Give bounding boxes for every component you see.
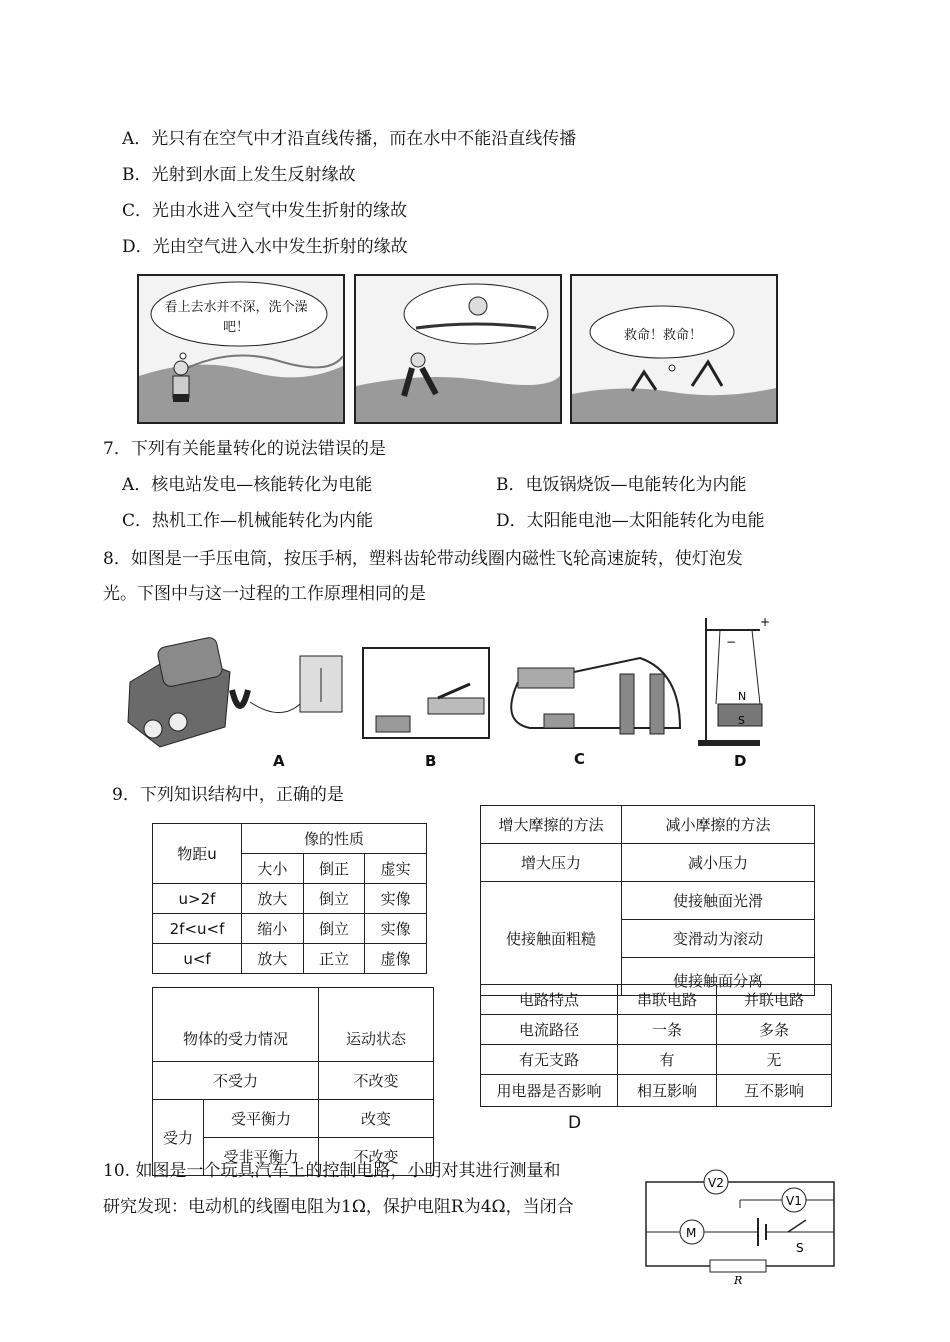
table-d-cell: 用电器是否影响 <box>481 1075 618 1107</box>
q6-option-c: C．光由水进入空气中发生折射的缘故 <box>122 201 408 221</box>
q8-figures <box>120 612 780 772</box>
q9-table-d <box>480 984 832 1107</box>
comic-scene-3 <box>572 276 776 422</box>
table-a-cell: 虚像 <box>365 944 427 974</box>
v2-label: V2 <box>708 1176 724 1190</box>
table-a-header-image: 像的性质 <box>242 824 427 854</box>
q6-option-a: A．光只有在空气中才沿直线传播，而在水中不能沿直线传播 <box>122 129 577 149</box>
q7-stem: 7．下列有关能量转化的说法错误的是 <box>103 439 386 459</box>
table-b-cell: 使接触面光滑 <box>622 882 815 920</box>
table-c-cell: 受非平衡力 <box>204 1138 319 1176</box>
table-b-cell: 增大压力 <box>481 844 622 882</box>
q8-stem-line2: 光。下图中与这一过程的工作原理相同的是 <box>103 584 426 604</box>
figure-d <box>698 615 770 746</box>
figure-d-plus-label: + <box>760 615 771 629</box>
table-c-header-force: 物体的受力情况 <box>153 988 319 1062</box>
q8-label-c: C <box>574 750 586 768</box>
table-d-caption: D <box>568 1113 582 1133</box>
table-b-cell: 使接触面粗糙 <box>481 882 622 996</box>
comic-panel-1 <box>137 274 345 424</box>
q10-stem-line2: 研究发现：电动机的线圈电阻为1Ω，保护电阻R为4Ω，当闭合 <box>103 1197 574 1217</box>
table-a-cell: 2f<u<f <box>153 914 242 944</box>
q9-table-a <box>152 823 427 974</box>
q8-label-b: B <box>425 752 437 770</box>
table-b-header-increase: 增大摩擦的方法 <box>481 806 622 844</box>
q7-option-c: C．热机工作—机械能转化为内能 <box>122 511 374 531</box>
table-c-cell: 受力 <box>153 1100 204 1176</box>
v1-label: V1 <box>786 1194 802 1208</box>
q9-table-b <box>480 805 815 996</box>
table-b-header-decrease: 减小摩擦的方法 <box>622 806 815 844</box>
table-a-cell: 正立 <box>303 944 365 974</box>
table-a-header-distance: 物距u <box>153 824 242 884</box>
q7-option-b: B．电饭锅烧饭—电能转化为内能 <box>496 475 747 495</box>
table-a-cell: 倒立 <box>303 914 365 944</box>
table-d-cell: 电路特点 <box>481 985 618 1015</box>
figure-d-n-label: N <box>738 690 747 703</box>
comic-bubble-1-text: 看上去水并不深，洗个澡吧！ <box>164 300 308 335</box>
table-d-cell: 电流路径 <box>481 1015 618 1045</box>
table-c-header-motion: 运动状态 <box>319 988 434 1062</box>
table-a-cell: 倒立 <box>303 884 365 914</box>
table-c-cell: 不改变 <box>319 1062 434 1100</box>
table-a-cell: u<f <box>153 944 242 974</box>
table-d-cell: 有 <box>618 1045 717 1075</box>
figure-d-s-label: S <box>738 714 745 727</box>
table-a-cell: 实像 <box>365 914 427 944</box>
table-c-cell: 受平衡力 <box>204 1100 319 1138</box>
q6-option-d: D．光由空气进入水中发生折射的缘故 <box>122 237 408 257</box>
table-a-col-real: 虚实 <box>365 854 427 884</box>
q7-option-d: D．太阳能电池—太阳能转化为电能 <box>496 511 765 531</box>
comic-scene-2 <box>356 276 560 422</box>
q10-circuit <box>640 1160 840 1286</box>
table-a-cell: 缩小 <box>242 914 304 944</box>
table-d-cell: 互不影响 <box>717 1075 832 1107</box>
table-d-cell: 串联电路 <box>618 985 717 1015</box>
resistor-icon <box>710 1260 766 1272</box>
q9-stem: 9．下列知识结构中，正确的是 <box>112 785 344 805</box>
switch-label: S <box>796 1241 804 1255</box>
table-a-cell: u>2f <box>153 884 242 914</box>
q8-label-d: D <box>734 752 747 770</box>
table-d-cell: 有无支路 <box>481 1045 618 1075</box>
figure-b <box>363 648 489 738</box>
q8-label-a: A <box>273 752 285 770</box>
figure-a <box>232 656 342 713</box>
q6-option-b: B．光射到水面上发生反射缘故 <box>122 165 356 185</box>
q8-stem-line1: 8．如图是一手压电筒，按压手柄，塑料齿轮带动线圈内磁性飞轮高速旋转，使灯泡发 <box>103 549 743 569</box>
table-d-cell: 并联电路 <box>717 985 832 1015</box>
q10-stem-line1: 10. 如图是一个玩具汽车上的控制电路，小明对其进行测量和 <box>103 1161 561 1181</box>
resistor-label: R <box>734 1274 743 1287</box>
table-d-cell: 相互影响 <box>618 1075 717 1107</box>
table-a-cell: 放大 <box>242 944 304 974</box>
table-c-cell: 不改变 <box>319 1138 434 1176</box>
table-a-cell: 放大 <box>242 884 304 914</box>
table-c-cell: 不受力 <box>153 1062 319 1100</box>
table-a-col-orientation: 倒正 <box>303 854 365 884</box>
figure-d-minus-label: − <box>726 635 737 649</box>
comic-bubble-3-text: 救命！救命！ <box>623 328 702 343</box>
flashlight-image <box>128 636 230 747</box>
q9-table-b-wrapper <box>480 805 816 990</box>
q9-table-c <box>152 987 434 1176</box>
motor-label: M <box>686 1226 697 1240</box>
table-d-cell: 无 <box>717 1045 832 1075</box>
table-c-cell: 改变 <box>319 1100 434 1138</box>
table-a-col-size: 大小 <box>242 854 304 884</box>
q7-option-a: A．核电站发电—核能转化为电能 <box>122 475 373 495</box>
figure-c <box>511 658 680 734</box>
table-b-cell: 减小压力 <box>622 844 815 882</box>
table-d-cell: 多条 <box>717 1015 832 1045</box>
table-d-cell: 一条 <box>618 1015 717 1045</box>
table-a-cell: 实像 <box>365 884 427 914</box>
comic-panel-2 <box>354 274 562 424</box>
table-b-cell: 变滑动为滚动 <box>622 920 815 958</box>
table-b-cell: 使接触面分离 <box>622 958 815 996</box>
comic-panel-3 <box>570 274 778 424</box>
